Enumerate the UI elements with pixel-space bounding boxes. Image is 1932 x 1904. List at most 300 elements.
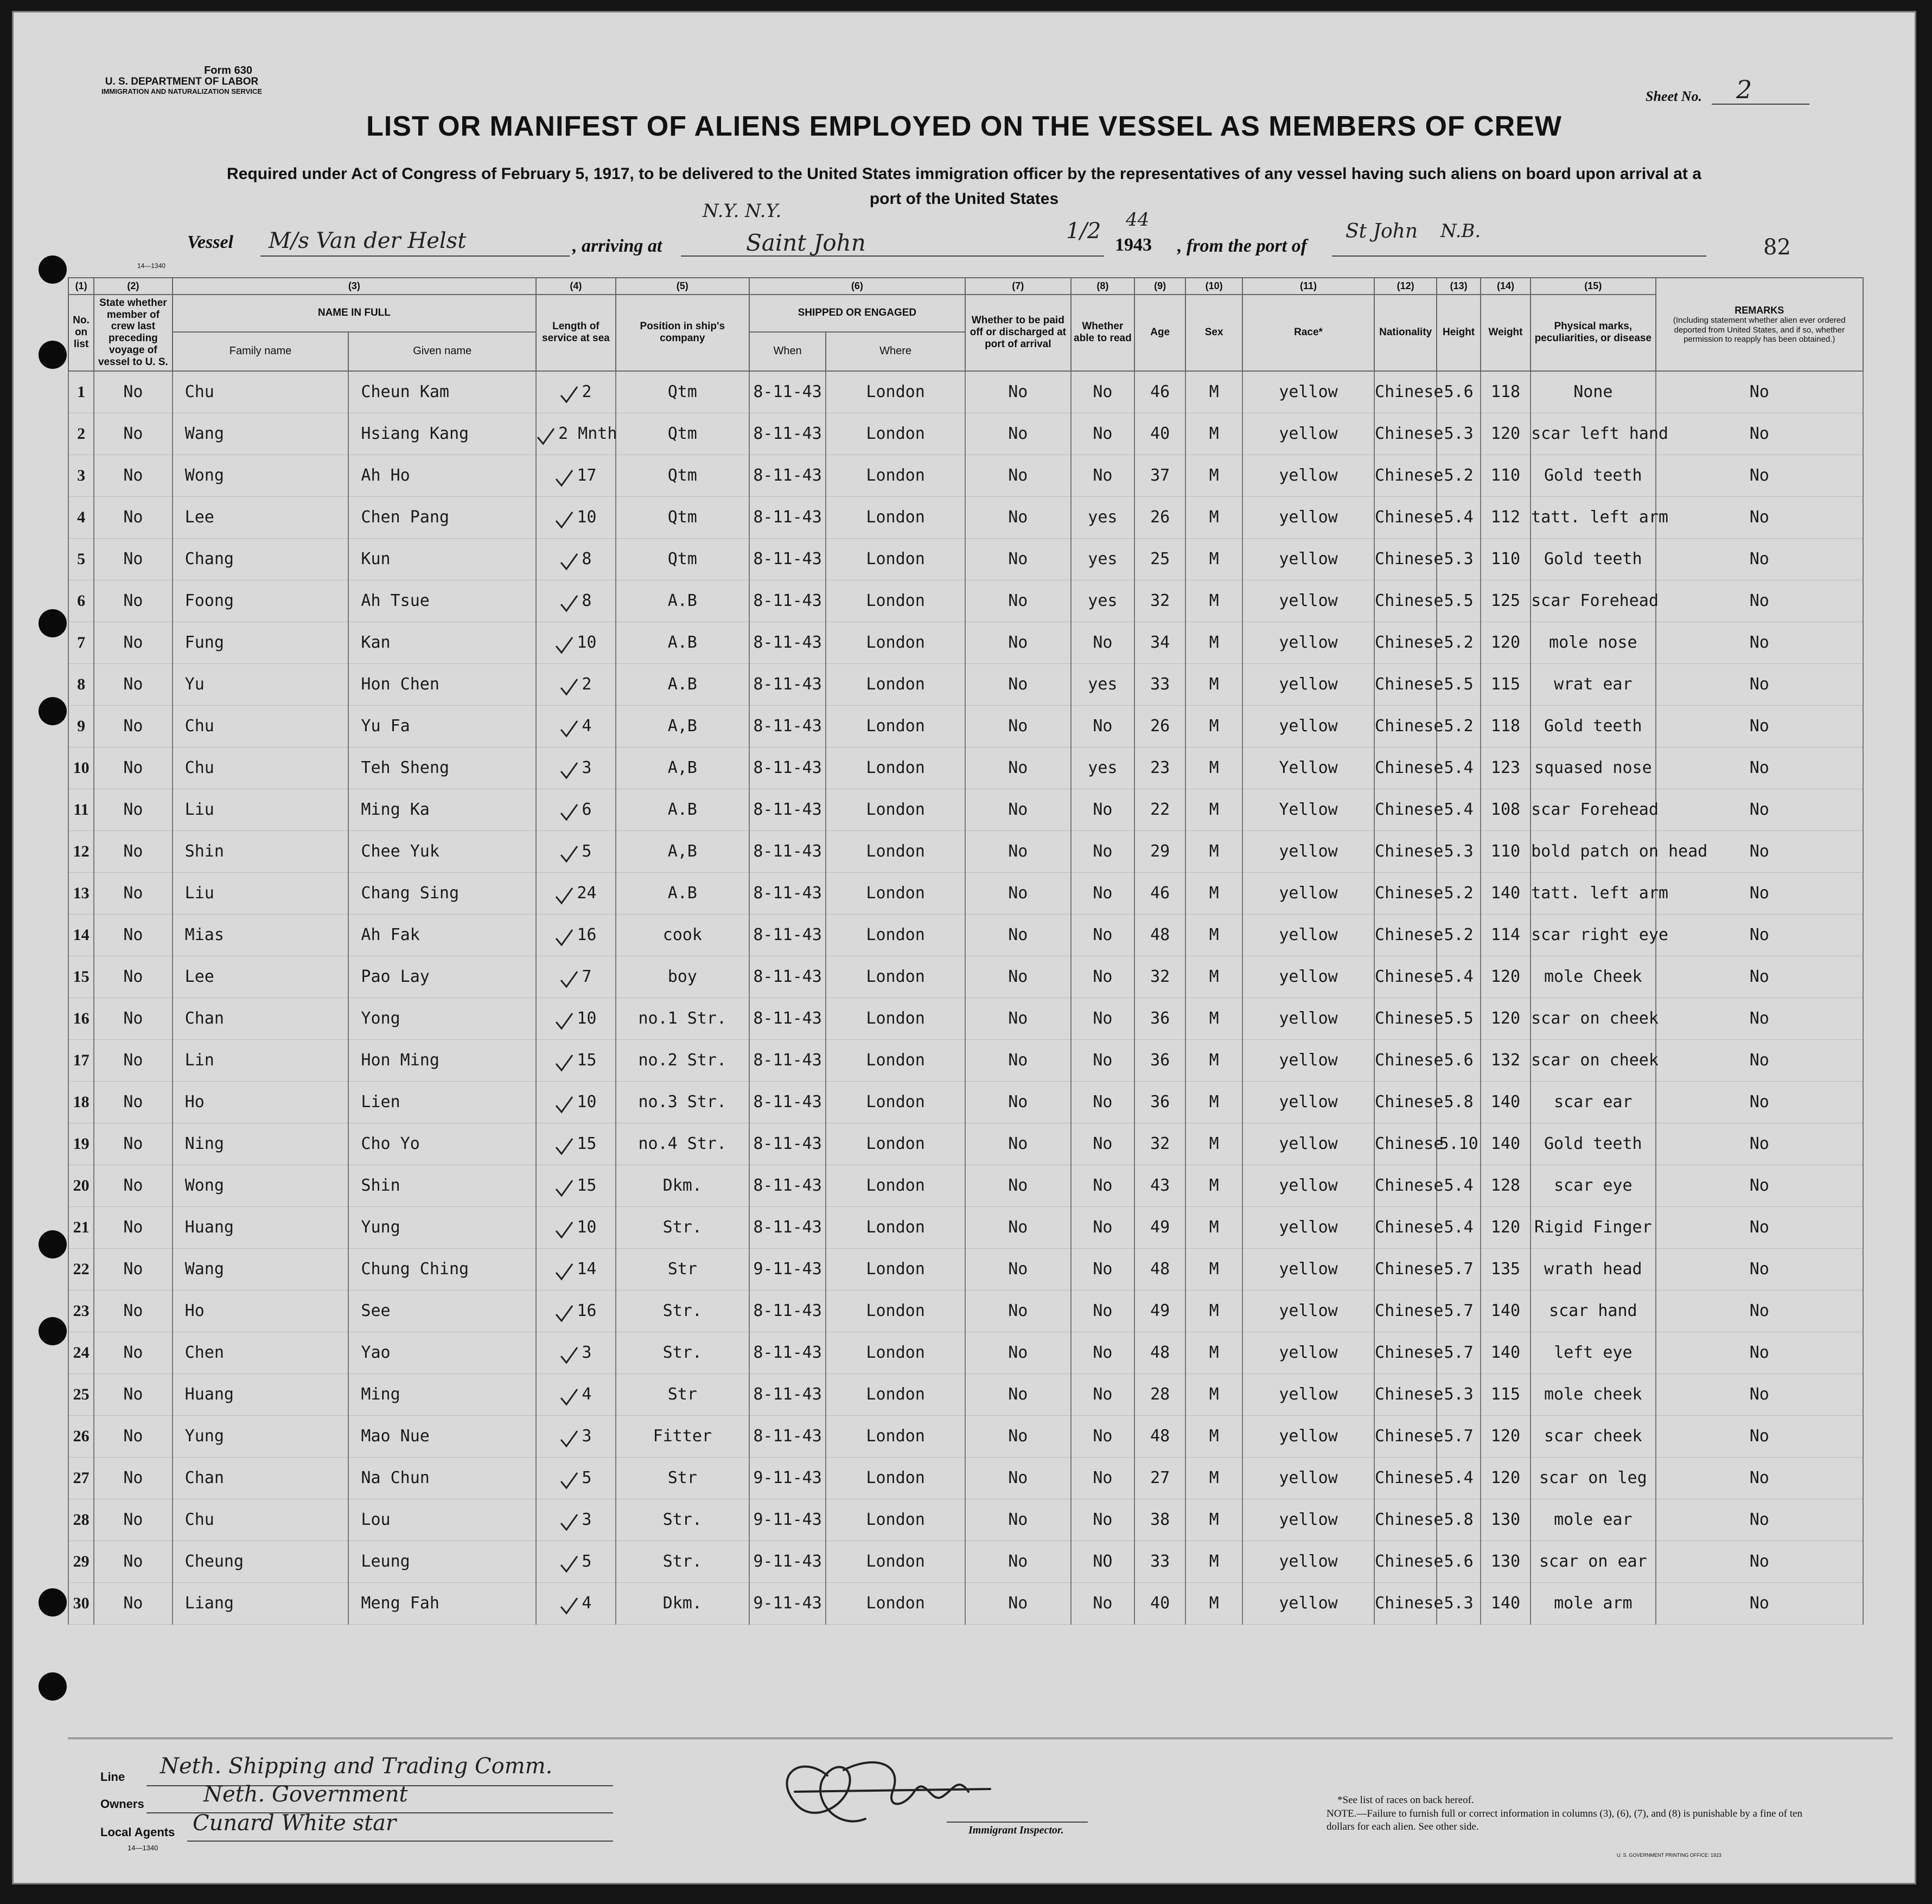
given-name-cell: Shin bbox=[348, 1165, 536, 1206]
physical-marks-cell: wrat ear bbox=[1531, 663, 1655, 705]
physical-marks-cell: mole arm bbox=[1531, 1582, 1655, 1624]
col-8-header: Whether able to read bbox=[1071, 295, 1134, 371]
check-mark-icon bbox=[555, 1054, 573, 1068]
able-to-read-cell: No bbox=[1071, 830, 1134, 872]
nationality-cell: Chinese bbox=[1374, 1248, 1437, 1290]
family-name-cell: Lee bbox=[173, 496, 349, 538]
paid-off-cell: No bbox=[965, 371, 1071, 413]
previous-voyage-cell: No bbox=[94, 1206, 173, 1248]
sex-cell: M bbox=[1185, 1373, 1242, 1415]
age-cell: 27 bbox=[1134, 1457, 1185, 1499]
table-row bbox=[68, 580, 1863, 622]
shipped-place-cell: London bbox=[826, 1039, 965, 1081]
binder-hole bbox=[39, 1317, 67, 1345]
race-cell: yellow bbox=[1242, 998, 1374, 1039]
shipped-date-cell: 8-11-43 bbox=[749, 455, 826, 496]
table-row bbox=[68, 1457, 1863, 1499]
shipped-date-cell: 8-11-43 bbox=[749, 872, 826, 914]
family-name-cell: Wong bbox=[173, 455, 349, 496]
footnote bbox=[1327, 1794, 1815, 1834]
race-cell: yellow bbox=[1242, 1165, 1374, 1206]
shipped-date-cell: 8-11-43 bbox=[749, 1415, 826, 1457]
given-name-cell: Leung bbox=[348, 1541, 536, 1582]
shipped-date-cell: 8-11-43 bbox=[749, 705, 826, 747]
service-value: 15 bbox=[577, 1176, 597, 1196]
length-of-service-cell bbox=[536, 1499, 616, 1541]
physical-marks-cell: scar right eye bbox=[1531, 914, 1655, 956]
col-13-header: Height bbox=[1437, 295, 1481, 371]
given-name-cell: Yung bbox=[348, 1206, 536, 1248]
shipped-place-cell: London bbox=[826, 663, 965, 705]
height-cell: 5.8 bbox=[1437, 1081, 1481, 1123]
sex-cell: M bbox=[1185, 1541, 1242, 1582]
race-cell: yellow bbox=[1242, 1206, 1374, 1248]
col-4-header: Length of service at sea bbox=[536, 295, 616, 371]
length-of-service-cell bbox=[536, 1415, 616, 1457]
length-of-service-cell bbox=[536, 371, 616, 413]
sex-cell: M bbox=[1185, 1123, 1242, 1165]
col-11-number: (11) bbox=[1242, 278, 1374, 295]
check-mark-icon bbox=[555, 1179, 573, 1193]
nationality-cell: Chinese bbox=[1374, 663, 1437, 705]
age-cell: 34 bbox=[1134, 622, 1185, 663]
able-to-read-cell: No bbox=[1071, 705, 1134, 747]
able-to-read-cell: No bbox=[1071, 413, 1134, 455]
previous-voyage-cell: No bbox=[94, 1165, 173, 1206]
race-cell: yellow bbox=[1242, 872, 1374, 914]
age-cell: 48 bbox=[1134, 1415, 1185, 1457]
weight-cell: 140 bbox=[1481, 1081, 1531, 1123]
inspector-label: Immigrant Inspector. bbox=[968, 1824, 1064, 1836]
table-row bbox=[68, 956, 1863, 998]
given-name-cell: See bbox=[348, 1290, 536, 1332]
sex-cell: M bbox=[1185, 705, 1242, 747]
page-title: LIST OR MANIFEST OF ALIENS EMPLOYED ON THE VESSEL AS MEMBERS OF CREW bbox=[366, 111, 1562, 142]
height-cell: 5.6 bbox=[1437, 1039, 1481, 1081]
previous-voyage-cell: No bbox=[94, 455, 173, 496]
length-of-service-cell bbox=[536, 455, 616, 496]
shipped-place-cell: London bbox=[826, 1248, 965, 1290]
sex-cell: M bbox=[1185, 580, 1242, 622]
height-cell: 5.4 bbox=[1437, 1457, 1481, 1499]
check-mark-icon bbox=[555, 511, 573, 525]
race-cell: yellow bbox=[1242, 1457, 1374, 1499]
check-mark-icon bbox=[555, 1221, 573, 1235]
height-cell: 5.4 bbox=[1437, 956, 1481, 998]
nationality-cell: Chinese bbox=[1374, 705, 1437, 747]
family-name-cell: Yu bbox=[173, 663, 349, 705]
col-12-header: Nationality bbox=[1374, 295, 1437, 371]
nationality-cell: Chinese bbox=[1374, 580, 1437, 622]
age-cell: 48 bbox=[1134, 1248, 1185, 1290]
position-cell: A.B bbox=[616, 663, 749, 705]
remarks-cell: No bbox=[1656, 789, 1863, 830]
age-cell: 32 bbox=[1134, 956, 1185, 998]
nationality-cell: Chinese bbox=[1374, 830, 1437, 872]
table-row bbox=[68, 1541, 1863, 1582]
height-cell: 5.4 bbox=[1437, 1165, 1481, 1206]
from-port-correction: N.B. bbox=[1440, 220, 1481, 242]
col-2-header: State whether member of crew last preceding voyage of vessel to U. S. bbox=[94, 295, 173, 371]
col-10-header: Sex bbox=[1185, 295, 1242, 371]
height-cell: 5.7 bbox=[1437, 1332, 1481, 1373]
col-3-header: NAME IN FULL bbox=[173, 295, 536, 332]
table-row bbox=[68, 1165, 1863, 1206]
weight-cell: 140 bbox=[1481, 872, 1531, 914]
paid-off-cell: No bbox=[965, 1206, 1071, 1248]
paid-off-cell: No bbox=[965, 956, 1071, 998]
given-name-cell: Ming Ka bbox=[348, 789, 536, 830]
nationality-cell: Chinese bbox=[1374, 371, 1437, 413]
paid-off-cell: No bbox=[965, 413, 1071, 455]
length-of-service-cell bbox=[536, 872, 616, 914]
row-number-cell: 10 bbox=[68, 747, 94, 789]
crew-table bbox=[68, 277, 1864, 1625]
service-name: IMMIGRATION AND NATURALIZATION SERVICE bbox=[101, 87, 263, 95]
row-number-cell: 14 bbox=[68, 914, 94, 956]
previous-voyage-cell: No bbox=[94, 1081, 173, 1123]
row-number-cell: 26 bbox=[68, 1415, 94, 1457]
row-number-cell: 16 bbox=[68, 998, 94, 1039]
col-6a-header: When bbox=[749, 332, 826, 371]
vessel-name: M/s Van der Helst bbox=[269, 228, 467, 253]
table-row bbox=[68, 622, 1863, 663]
given-name-cell: Yu Fa bbox=[348, 705, 536, 747]
height-cell: 5.3 bbox=[1437, 413, 1481, 455]
position-cell: A.B bbox=[616, 789, 749, 830]
position-cell: Str bbox=[616, 1457, 749, 1499]
service-value: 5 bbox=[582, 1552, 592, 1571]
department-name: U. S. DEPARTMENT OF LABOR bbox=[105, 76, 259, 87]
shipped-date-cell: 8-11-43 bbox=[749, 1206, 826, 1248]
col-9-header: Age bbox=[1134, 295, 1185, 371]
nationality-cell: Chinese bbox=[1374, 538, 1437, 580]
physical-marks-cell: Rigid Finger bbox=[1531, 1206, 1655, 1248]
able-to-read-cell: No bbox=[1071, 1290, 1134, 1332]
check-mark-icon bbox=[555, 469, 573, 483]
length-of-service-cell bbox=[536, 1373, 616, 1415]
family-name-cell: Fung bbox=[173, 622, 349, 663]
able-to-read-cell: No bbox=[1071, 1373, 1134, 1415]
col-12-number: (12) bbox=[1374, 278, 1437, 295]
check-mark-icon bbox=[560, 678, 578, 692]
remarks-cell: No bbox=[1656, 1582, 1863, 1624]
weight-cell: 110 bbox=[1481, 538, 1531, 580]
given-name-cell: Hsiang Kang bbox=[348, 413, 536, 455]
remarks-cell: No bbox=[1656, 1373, 1863, 1415]
length-of-service-cell bbox=[536, 1541, 616, 1582]
weight-cell: 112 bbox=[1481, 496, 1531, 538]
table-row bbox=[68, 371, 1863, 413]
sex-cell: M bbox=[1185, 1206, 1242, 1248]
shipped-place-cell: London bbox=[826, 538, 965, 580]
given-name-cell: Na Chun bbox=[348, 1457, 536, 1499]
shipped-date-cell: 8-11-43 bbox=[749, 789, 826, 830]
paid-off-cell: No bbox=[965, 1415, 1071, 1457]
col-9-number: (9) bbox=[1134, 278, 1185, 295]
from-port: St John bbox=[1346, 220, 1418, 242]
check-mark-icon bbox=[537, 427, 555, 442]
given-name-cell: Kun bbox=[348, 538, 536, 580]
shipped-date-cell: 8-11-43 bbox=[749, 1039, 826, 1081]
able-to-read-cell: No bbox=[1071, 914, 1134, 956]
previous-voyage-cell: No bbox=[94, 1332, 173, 1373]
physical-marks-cell: mole ear bbox=[1531, 1499, 1655, 1541]
position-cell: no.3 Str. bbox=[616, 1081, 749, 1123]
col-4-number: (4) bbox=[536, 278, 616, 295]
check-mark-icon bbox=[560, 1472, 578, 1486]
arriving-correction: N.Y. N.Y. bbox=[703, 200, 782, 222]
table-row bbox=[68, 1081, 1863, 1123]
service-value: 2 bbox=[582, 675, 592, 694]
paid-off-cell: No bbox=[965, 1499, 1071, 1541]
length-of-service-cell bbox=[536, 1457, 616, 1499]
race-cell: yellow bbox=[1242, 1081, 1374, 1123]
previous-voyage-cell: No bbox=[94, 956, 173, 998]
shipped-date-cell: 9-11-43 bbox=[749, 1541, 826, 1582]
physical-marks-cell: Gold teeth bbox=[1531, 455, 1655, 496]
family-name-cell: Lin bbox=[173, 1039, 349, 1081]
given-name-cell: Yong bbox=[348, 998, 536, 1039]
age-cell: 37 bbox=[1134, 455, 1185, 496]
service-value: 3 bbox=[582, 1427, 592, 1446]
shipped-date-cell: 8-11-43 bbox=[749, 1123, 826, 1165]
previous-voyage-cell: No bbox=[94, 413, 173, 455]
shipped-place-cell: London bbox=[826, 1165, 965, 1206]
paid-off-cell: No bbox=[965, 580, 1071, 622]
service-value: 6 bbox=[582, 800, 592, 820]
physical-marks-cell: scar Forehead bbox=[1531, 580, 1655, 622]
height-cell: 5.4 bbox=[1437, 1206, 1481, 1248]
given-name-cell: Pao Lay bbox=[348, 956, 536, 998]
able-to-read-cell: yes bbox=[1071, 747, 1134, 789]
family-name-cell: Lee bbox=[173, 956, 349, 998]
sex-cell: M bbox=[1185, 1332, 1242, 1373]
height-cell: 5.2 bbox=[1437, 872, 1481, 914]
shipped-place-cell: London bbox=[826, 1290, 965, 1332]
remarks-cell: No bbox=[1656, 538, 1863, 580]
position-cell: no.4 Str. bbox=[616, 1123, 749, 1165]
position-cell: no.2 Str. bbox=[616, 1039, 749, 1081]
physical-marks-cell: scar ear bbox=[1531, 1081, 1655, 1123]
length-of-service-cell bbox=[536, 705, 616, 747]
able-to-read-cell: No bbox=[1071, 1123, 1134, 1165]
remarks-cell: No bbox=[1656, 1206, 1863, 1248]
sex-cell: M bbox=[1185, 1457, 1242, 1499]
owners-label: Owners bbox=[100, 1797, 144, 1811]
remarks-note: (Including statement whether alien ever ordered deported from United States, and if so, whether permission to reapply has been obtained.) bbox=[1673, 316, 1846, 344]
able-to-read-cell: No bbox=[1071, 998, 1134, 1039]
remarks-cell: No bbox=[1656, 914, 1863, 956]
able-to-read-cell: No bbox=[1071, 1248, 1134, 1290]
row-number-cell: 3 bbox=[68, 455, 94, 496]
service-value: 7 bbox=[582, 967, 592, 987]
family-name-cell: Chen bbox=[173, 1332, 349, 1373]
col-6-number: (6) bbox=[749, 278, 965, 295]
shipped-place-cell: London bbox=[826, 580, 965, 622]
paid-off-cell: No bbox=[965, 789, 1071, 830]
remarks-cell: No bbox=[1656, 830, 1863, 872]
shipped-date-cell: 8-11-43 bbox=[749, 914, 826, 956]
sheet-label: Sheet No. bbox=[1646, 88, 1702, 104]
physical-marks-cell: None bbox=[1531, 371, 1655, 413]
shipped-date-cell: 8-11-43 bbox=[749, 1332, 826, 1373]
given-name-cell: Lien bbox=[348, 1081, 536, 1123]
position-cell: no.1 Str. bbox=[616, 998, 749, 1039]
check-mark-icon bbox=[560, 1513, 578, 1528]
height-cell: 5.6 bbox=[1437, 371, 1481, 413]
position-cell: Str. bbox=[616, 1290, 749, 1332]
from-port-label: , from the port of bbox=[1177, 236, 1307, 256]
table-row bbox=[68, 1039, 1863, 1081]
service-value: 14 bbox=[577, 1260, 597, 1279]
previous-voyage-cell: No bbox=[94, 1039, 173, 1081]
shipped-place-cell: London bbox=[826, 413, 965, 455]
previous-voyage-cell: No bbox=[94, 1123, 173, 1165]
shipped-place-cell: London bbox=[826, 830, 965, 872]
nationality-cell: Chinese bbox=[1374, 872, 1437, 914]
binder-hole bbox=[39, 341, 67, 369]
sex-cell: M bbox=[1185, 1165, 1242, 1206]
previous-voyage-cell: No bbox=[94, 1248, 173, 1290]
col-1-header: No. on list bbox=[68, 295, 94, 371]
page-number: 82 bbox=[1763, 235, 1791, 260]
age-cell: 26 bbox=[1134, 705, 1185, 747]
able-to-read-cell: No bbox=[1071, 956, 1134, 998]
binder-hole bbox=[39, 1230, 67, 1258]
position-cell: A.B bbox=[616, 622, 749, 663]
row-number-cell: 24 bbox=[68, 1332, 94, 1373]
physical-marks-cell: scar on cheek bbox=[1531, 1039, 1655, 1081]
shipped-date-cell: 9-11-43 bbox=[749, 1582, 826, 1624]
shipped-date-cell: 8-11-43 bbox=[749, 663, 826, 705]
remarks-cell: No bbox=[1656, 872, 1863, 914]
able-to-read-cell: No bbox=[1071, 1415, 1134, 1457]
given-name-cell: Teh Sheng bbox=[348, 747, 536, 789]
nationality-cell: Chinese bbox=[1374, 1541, 1437, 1582]
race-cell: yellow bbox=[1242, 830, 1374, 872]
height-cell: 5.7 bbox=[1437, 1415, 1481, 1457]
length-of-service-cell bbox=[536, 1332, 616, 1373]
length-of-service-cell bbox=[536, 998, 616, 1039]
table-row bbox=[68, 1290, 1863, 1332]
year-correction: 44 bbox=[1126, 209, 1150, 231]
owners-value: Neth. Government bbox=[203, 1782, 408, 1807]
position-cell: A,B bbox=[616, 705, 749, 747]
table-row bbox=[68, 663, 1863, 705]
weight-cell: 120 bbox=[1481, 413, 1531, 455]
position-cell: Dkm. bbox=[616, 1165, 749, 1206]
given-name-cell: Meng Fah bbox=[348, 1582, 536, 1624]
weight-cell: 128 bbox=[1481, 1165, 1531, 1206]
height-cell: 5.4 bbox=[1437, 789, 1481, 830]
sex-cell: M bbox=[1185, 663, 1242, 705]
row-number-cell: 25 bbox=[68, 1373, 94, 1415]
nationality-cell: Chinese bbox=[1374, 1165, 1437, 1206]
weight-cell: 130 bbox=[1481, 1541, 1531, 1582]
col-6-header: SHIPPED OR ENGAGED bbox=[749, 295, 965, 332]
family-name-cell: Chang bbox=[173, 538, 349, 580]
nationality-cell: Chinese bbox=[1374, 1081, 1437, 1123]
family-name-cell: Ho bbox=[173, 1290, 349, 1332]
signature-text bbox=[990, 1786, 992, 1787]
col-5-header: Position in ship's company bbox=[616, 295, 749, 371]
paid-off-cell: No bbox=[965, 1123, 1071, 1165]
length-of-service-cell bbox=[536, 663, 616, 705]
height-cell: 5.3 bbox=[1437, 830, 1481, 872]
shipped-date-cell: 8-11-43 bbox=[749, 580, 826, 622]
physical-marks-cell: scar on leg bbox=[1531, 1457, 1655, 1499]
weight-cell: 125 bbox=[1481, 580, 1531, 622]
nationality-cell: Chinese bbox=[1374, 496, 1437, 538]
nationality-cell: Chinese bbox=[1374, 1415, 1437, 1457]
height-cell: 5.3 bbox=[1437, 1373, 1481, 1415]
family-name-cell: Chan bbox=[173, 1457, 349, 1499]
physical-marks-cell: tatt. left arm bbox=[1531, 872, 1655, 914]
family-name-cell: Chu bbox=[173, 371, 349, 413]
length-of-service-cell bbox=[536, 622, 616, 663]
remarks-cell: No bbox=[1656, 663, 1863, 705]
sex-cell: M bbox=[1185, 1415, 1242, 1457]
service-value: 15 bbox=[577, 1134, 597, 1154]
remarks-cell: No bbox=[1656, 956, 1863, 998]
inspector-underline bbox=[947, 1822, 1088, 1823]
paid-off-cell: No bbox=[965, 1332, 1071, 1373]
age-cell: 46 bbox=[1134, 371, 1185, 413]
shipped-date-cell: 8-11-43 bbox=[749, 413, 826, 455]
check-mark-icon bbox=[560, 553, 578, 567]
paid-off-cell: No bbox=[965, 1165, 1071, 1206]
length-of-service-cell bbox=[536, 413, 616, 455]
remarks-cell: No bbox=[1656, 1499, 1863, 1541]
position-cell: Qtm bbox=[616, 538, 749, 580]
race-cell: yellow bbox=[1242, 1541, 1374, 1582]
shipped-place-cell: London bbox=[826, 496, 965, 538]
physical-marks-cell: left eye bbox=[1531, 1332, 1655, 1373]
race-cell: yellow bbox=[1242, 580, 1374, 622]
weight-cell: 123 bbox=[1481, 747, 1531, 789]
row-number-cell: 17 bbox=[68, 1039, 94, 1081]
age-cell: 36 bbox=[1134, 1081, 1185, 1123]
shipped-place-cell: London bbox=[826, 872, 965, 914]
physical-marks-cell: Gold teeth bbox=[1531, 705, 1655, 747]
check-mark-icon bbox=[560, 1555, 578, 1569]
sex-cell: M bbox=[1185, 538, 1242, 580]
family-name-cell: Liu bbox=[173, 789, 349, 830]
able-to-read-cell: No bbox=[1071, 1582, 1134, 1624]
position-cell: Str. bbox=[616, 1206, 749, 1248]
able-to-read-cell: No bbox=[1071, 1499, 1134, 1541]
position-cell: A.B bbox=[616, 580, 749, 622]
row-number-cell: 7 bbox=[68, 622, 94, 663]
remarks-title: REMARKS bbox=[1735, 304, 1784, 316]
remarks-cell: No bbox=[1656, 1039, 1863, 1081]
nationality-cell: Chinese bbox=[1374, 1206, 1437, 1248]
height-cell: 5.6 bbox=[1437, 1541, 1481, 1582]
age-cell: 48 bbox=[1134, 914, 1185, 956]
check-mark-icon bbox=[555, 887, 573, 901]
row-number-cell: 4 bbox=[68, 496, 94, 538]
weight-cell: 140 bbox=[1481, 1582, 1531, 1624]
shipped-date-cell: 9-11-43 bbox=[749, 1248, 826, 1290]
shipped-date-cell: 8-11-43 bbox=[749, 371, 826, 413]
family-name-cell: Huang bbox=[173, 1206, 349, 1248]
length-of-service-cell bbox=[536, 1206, 616, 1248]
previous-voyage-cell: No bbox=[94, 496, 173, 538]
line-value: Neth. Shipping and Trading Comm. bbox=[160, 1754, 553, 1779]
col-14-header: Weight bbox=[1481, 295, 1531, 371]
physical-marks-cell: scar on ear bbox=[1531, 1541, 1655, 1582]
